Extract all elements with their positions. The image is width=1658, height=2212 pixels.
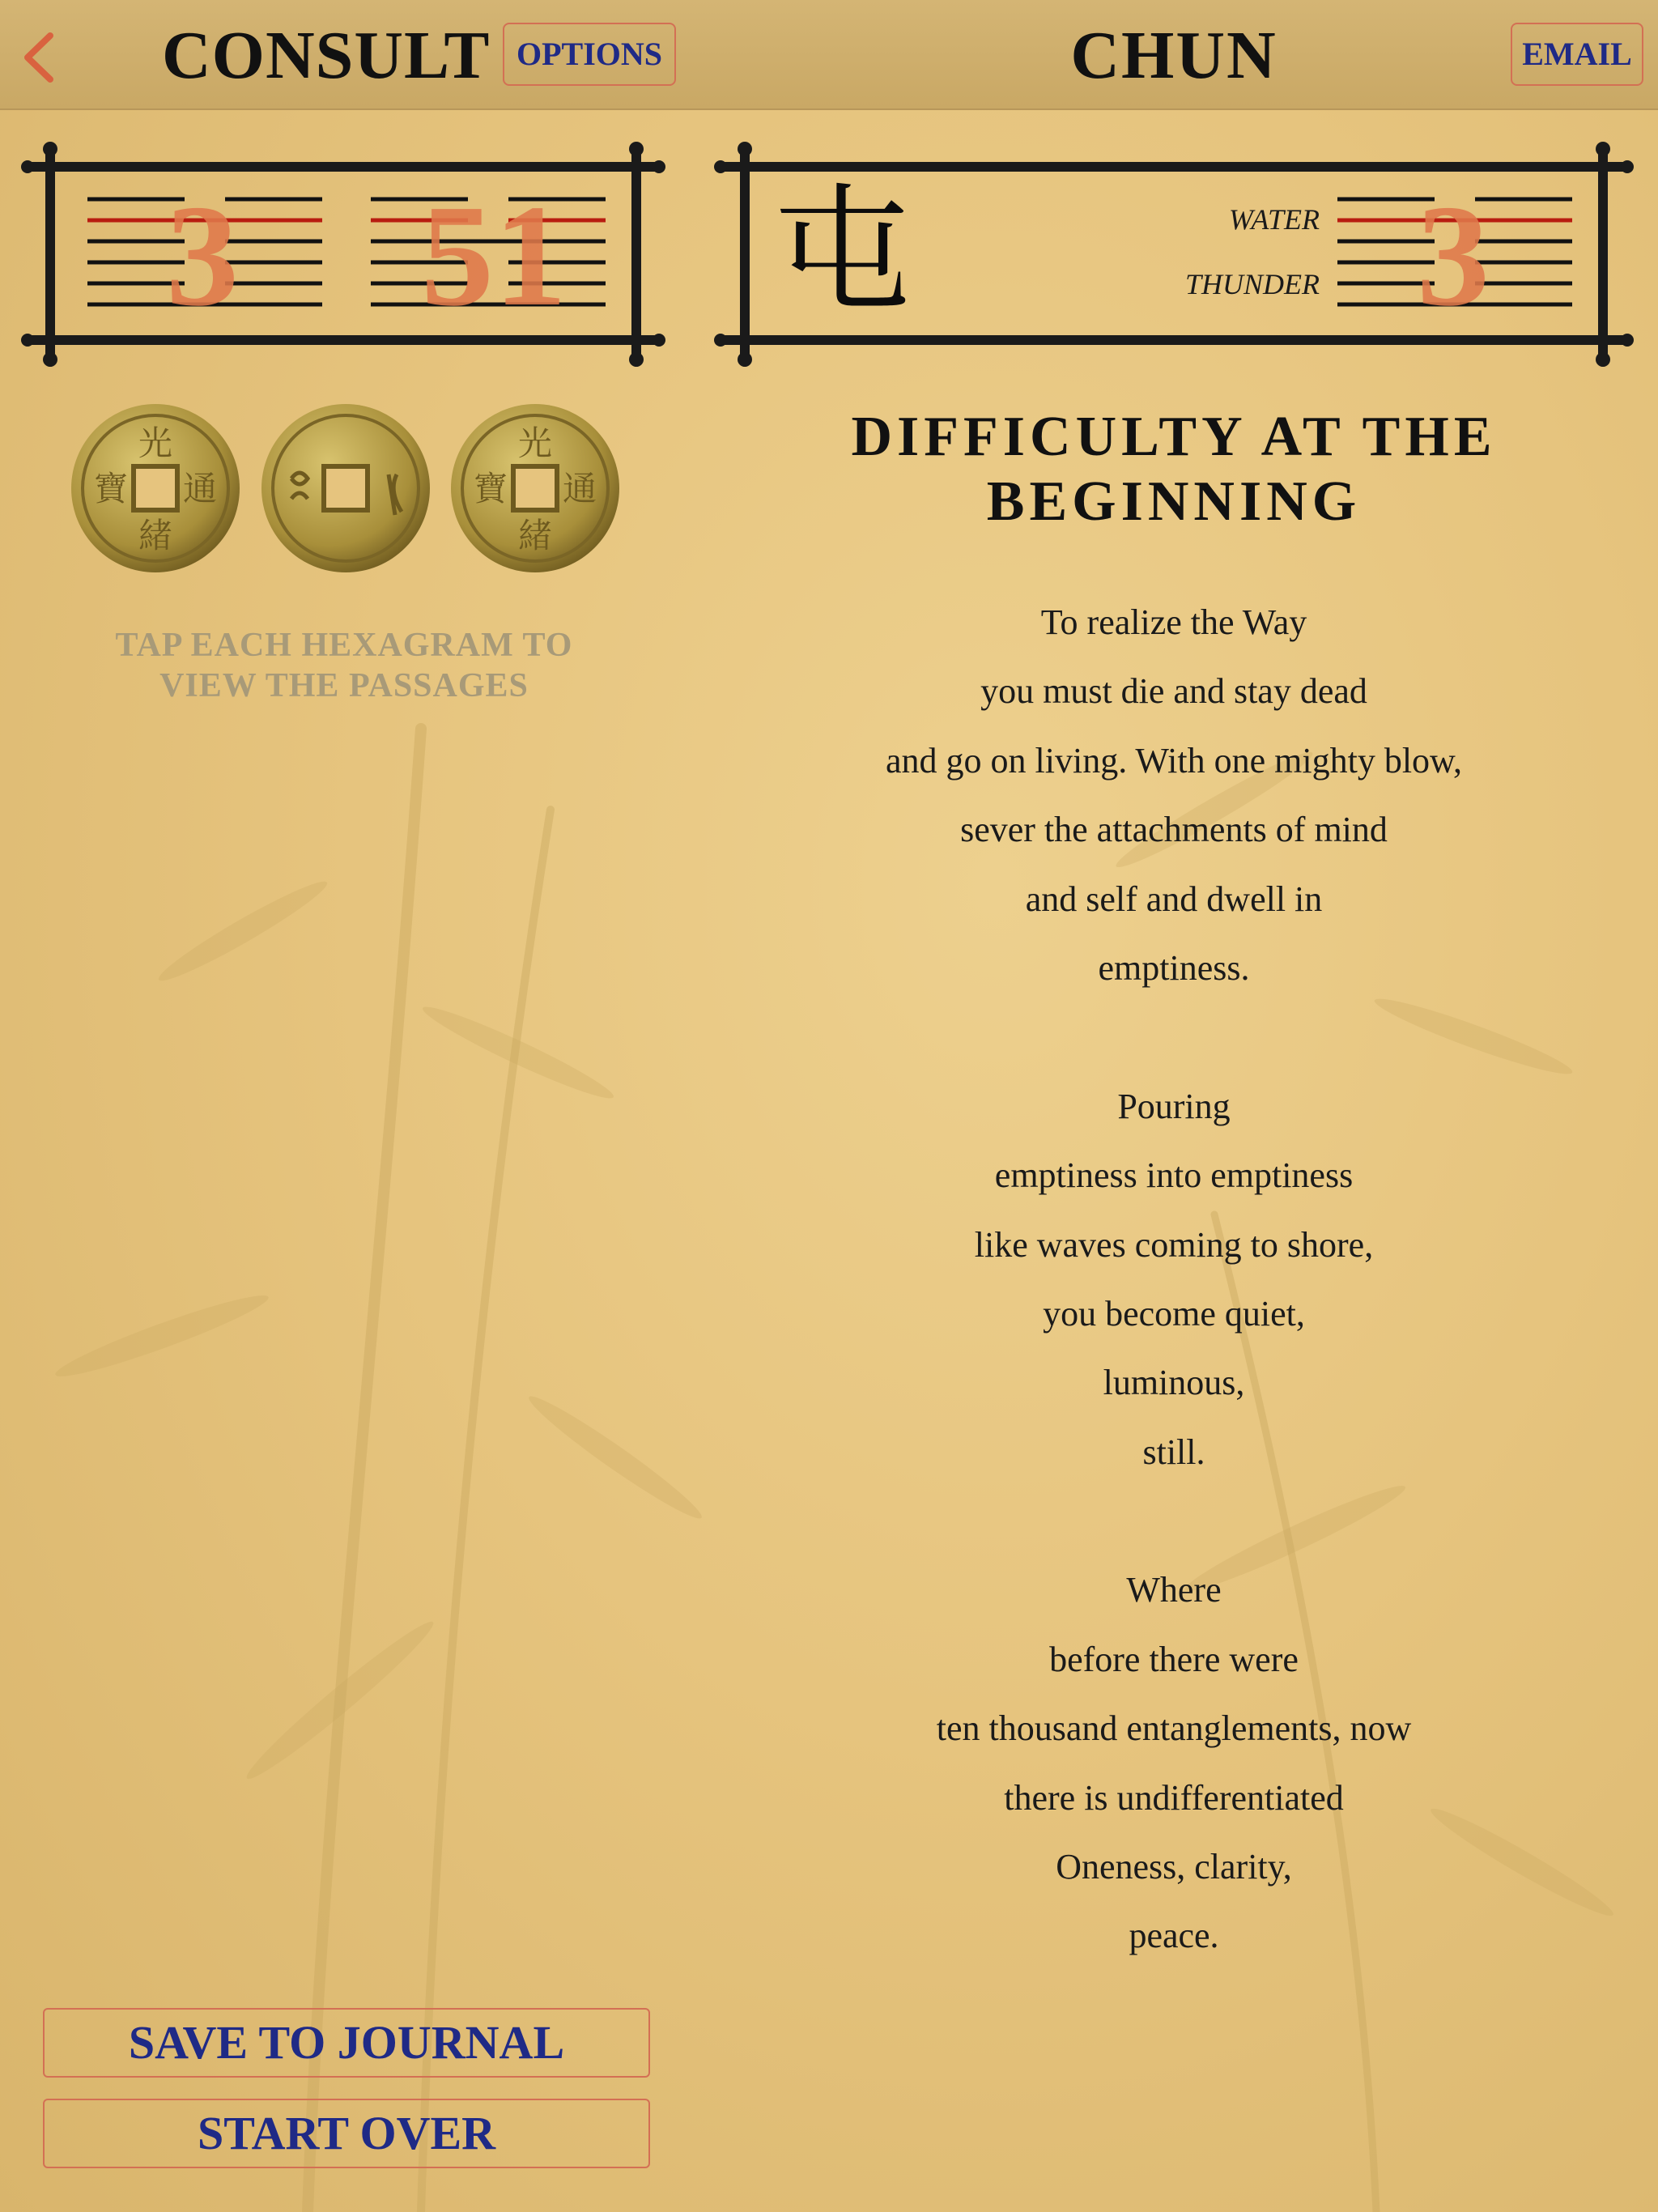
svg-text:寶: 寶 bbox=[93, 469, 129, 508]
svg-text:寶: 寶 bbox=[473, 469, 508, 508]
reading-name-title: CHUN bbox=[1070, 18, 1278, 93]
reading-title bbox=[777, 405, 1571, 534]
reading-title-line: BEGINNING bbox=[986, 470, 1362, 533]
passage-line: To realize the Way bbox=[1040, 602, 1307, 642]
svg-text:光: 光 bbox=[138, 423, 173, 463]
reading-title-line: DIFFICULTY AT THE bbox=[851, 406, 1497, 468]
passage-line: Oneness, clarity, bbox=[1056, 1847, 1292, 1887]
passage-line: you must die and stay dead bbox=[980, 671, 1367, 712]
start-over-button[interactable]: START OVER bbox=[43, 2099, 650, 2168]
svg-text:緒: 緒 bbox=[138, 516, 173, 555]
svg-text:通: 通 bbox=[562, 469, 597, 508]
stanza-gap bbox=[777, 1487, 1571, 1555]
svg-text:通: 通 bbox=[182, 469, 218, 508]
coin-icon bbox=[449, 402, 622, 575]
passage-line: sever the attachments of mind bbox=[960, 810, 1388, 850]
save-to-journal-button[interactable]: SAVE TO JOURNAL bbox=[43, 2008, 650, 2078]
coin-icon bbox=[69, 402, 242, 575]
stanza-gap bbox=[777, 1002, 1571, 1071]
reading-passage bbox=[777, 588, 1571, 1971]
consult-title: CONSULT bbox=[162, 18, 491, 93]
passage-line: still. bbox=[1142, 1431, 1205, 1472]
svg-text:光: 光 bbox=[517, 423, 553, 463]
coin-icon bbox=[259, 402, 432, 575]
passage-line: Where bbox=[1126, 1570, 1222, 1610]
passage-line: ten thousand entanglements, now bbox=[936, 1708, 1412, 1749]
lower-trigram-label: THUNDER bbox=[1184, 268, 1320, 300]
passage-line: like waves coming to shore, bbox=[974, 1224, 1374, 1265]
passage-line: you become quiet, bbox=[1043, 1293, 1305, 1334]
back-chevron-icon[interactable] bbox=[15, 29, 63, 86]
top-bar bbox=[0, 0, 1658, 110]
reading-hexagram-number: 3 bbox=[1417, 175, 1490, 336]
passage-line: peace. bbox=[1129, 1916, 1219, 1956]
primary-hexagram-number: 3 bbox=[166, 175, 239, 336]
passage-line: and go on living. With one mighty blow, bbox=[886, 740, 1462, 781]
svg-text:緒: 緒 bbox=[517, 516, 553, 555]
passage-line: there is undifferentiated bbox=[1004, 1777, 1344, 1818]
hexagram-chinese-character: 屯 bbox=[774, 171, 912, 331]
upper-trigram-label: WATER bbox=[1228, 203, 1320, 236]
passage-line: emptiness into emptiness bbox=[994, 1155, 1354, 1196]
passage-line: Pouring bbox=[1117, 1086, 1231, 1126]
passage-line: emptiness. bbox=[1098, 947, 1250, 988]
passage-line: and self and dwell in bbox=[1025, 878, 1323, 919]
relating-hexagram-number: 51 bbox=[421, 175, 567, 336]
options-button[interactable]: OPTIONS bbox=[503, 23, 676, 86]
tap-hexagram-hint: TAP EACH HEXAGRAM TO VIEW THE PASSAGES bbox=[115, 627, 573, 704]
passage-line: before there were bbox=[1049, 1639, 1299, 1679]
passage-line: luminous, bbox=[1103, 1363, 1245, 1403]
email-button[interactable]: EMAIL bbox=[1511, 23, 1643, 86]
